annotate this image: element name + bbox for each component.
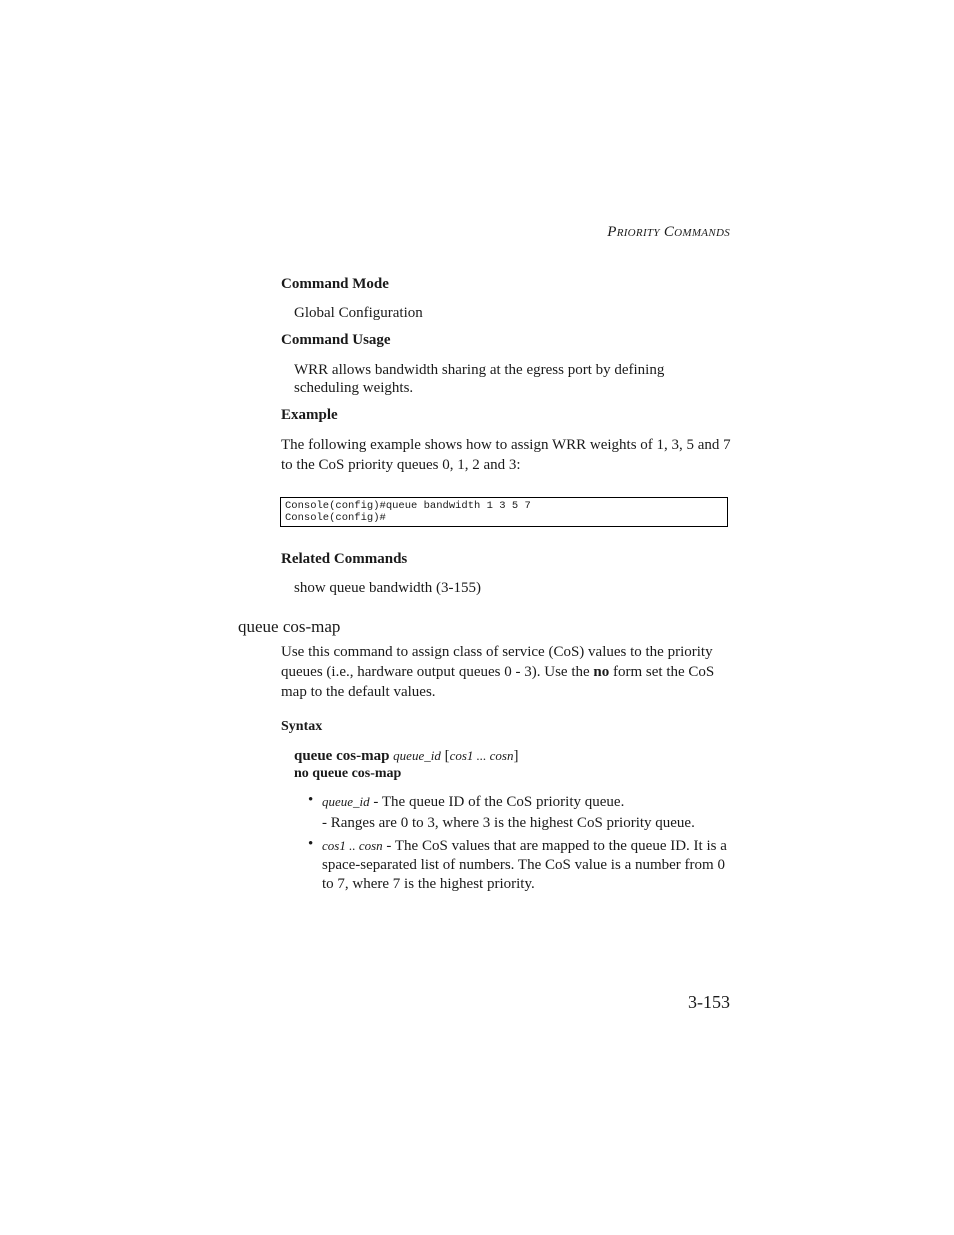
syntax-heading: Syntax xyxy=(281,719,323,734)
bullet-icon: • xyxy=(308,792,314,808)
command-usage-line2: scheduling weights. xyxy=(294,380,414,396)
example-line2: to the CoS priority queues 0, 1, 2 and 3: xyxy=(281,457,521,473)
running-header: PRIORITY COMMANDS xyxy=(607,224,730,240)
example-heading: Example xyxy=(281,407,338,423)
code-example xyxy=(280,497,728,527)
syntax-command: queue cos-map queue_id [cos1 ... cosn] xyxy=(294,748,519,764)
section-desc-line3: map to the default values. xyxy=(281,684,436,700)
related-commands-heading: Related Commands xyxy=(281,551,408,567)
command-usage-line1: WRR allows bandwidth sharing at the egress port by defining xyxy=(294,362,665,378)
command-mode-heading: Command Mode xyxy=(281,276,389,292)
command-usage-heading: Command Usage xyxy=(281,332,391,348)
command-mode-text: Global Configuration xyxy=(294,305,423,321)
section-desc-line2: queues (i.e., hardware output queues 0 - 3). Use the no form set the CoS xyxy=(281,664,715,680)
code-line: Console(config)#queue bandwidth 1 3 5 7 xyxy=(285,500,531,512)
page-number: 3-153 xyxy=(688,992,730,1012)
bullet-icon: • xyxy=(308,836,314,852)
example-line1: The following example shows how to assign WRR weights of 1, 3, 5 and 7 xyxy=(281,437,731,453)
related-commands-text: show queue bandwidth (3-155) xyxy=(294,580,482,596)
param-queue-id-range: - Ranges are 0 to 3, where 3 is the highest CoS priority queue. xyxy=(322,815,695,831)
code-line: Console(config)# xyxy=(285,512,386,524)
syntax-no-command: no queue cos-map xyxy=(294,766,402,781)
section-desc-line1: Use this command to assign class of service (CoS) values to the priority xyxy=(281,644,713,660)
param-cos-values: cos1 .. cosn - The CoS values that are mapped to the queue ID. It is a space-separated list of numbers. The CoS value is a number from 0 to 7, where 7 is the highest priority. xyxy=(322,838,727,892)
section-title: queue cos-map xyxy=(238,617,341,636)
param-queue-id: queue_id - The queue ID of the CoS priority queue. xyxy=(322,794,625,810)
